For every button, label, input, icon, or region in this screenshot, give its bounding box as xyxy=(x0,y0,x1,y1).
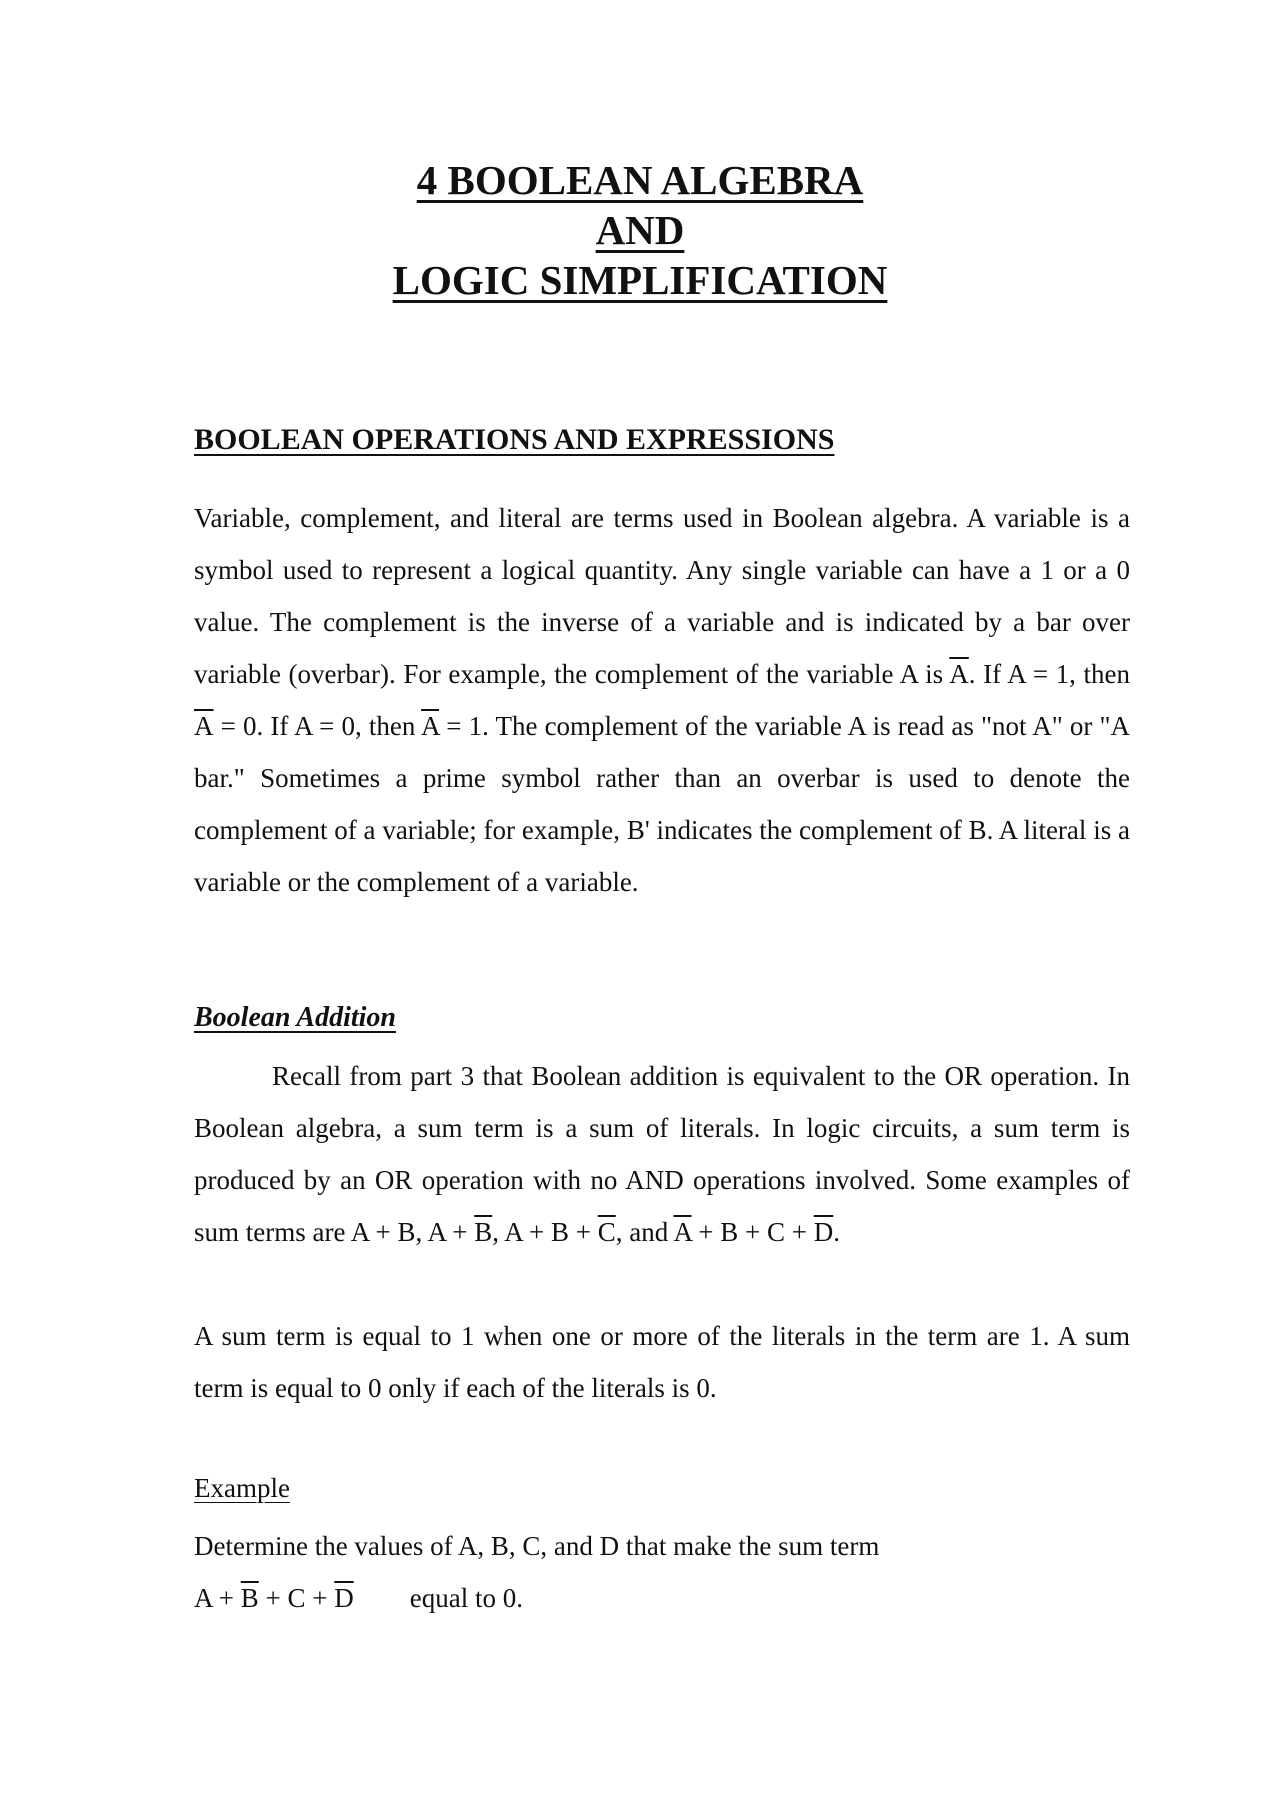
paragraph-sum-term-rule: A sum term is equal to 1 when one or more of the literals in the term are 1. A sum term is equal to 0 only if each of the literals is 0. xyxy=(194,1321,1130,1403)
overbar-variable: $\overline{A}$ xyxy=(949,659,969,689)
example-suffix: equal to 0. xyxy=(409,1583,523,1613)
chapter-title-line-1: 4 BOOLEAN ALGEBRA xyxy=(416,157,864,203)
paragraph-text: = 1. The complement of the variable A is read as "not A" or "A bar." Sometimes a prime symbol rather than an overbar is used to denote the complement of a variable; for example, B' indicates the complement of B. A literal is a variable or the complement of a variable. xyxy=(194,711,1130,897)
example-heading: Example xyxy=(194,1473,290,1503)
paragraph-boolean-addition xyxy=(194,1050,1130,1258)
paragraph-text: Variable, complement, and literal are terms used in Boolean algebra. A variable is a symbol used to represent a logical quantity. Any single variable can have a 1 or a 0 value. The complement is the inverse of a variable and is indicated by a bar over variable (overbar). For example, the complement of the variable A is xyxy=(194,503,1130,689)
paragraph-text: + B + C + xyxy=(691,1217,814,1247)
subsection-heading: Boolean Addition xyxy=(194,1002,397,1033)
overbar-variable: $\overline{A}$ xyxy=(673,1217,692,1247)
paragraph-text: , and xyxy=(615,1217,674,1247)
section-heading: BOOLEAN OPERATIONS AND EXPRESSIONS xyxy=(194,423,835,456)
paragraph-text: . xyxy=(833,1217,840,1247)
overbar-variable: $\overline{A}$ xyxy=(421,711,440,741)
example-expression-line xyxy=(194,1572,1130,1624)
paragraph-terms xyxy=(194,492,1130,908)
paragraph-text: Recall from part 3 that Boolean addition is equivalent to the OR operation. In Boolean algebra, a sum term is a sum of literals. In logic circuits, a sum term is produced by an OR operation with no AND operations involved. Some examples of sum terms are A + B, A + xyxy=(194,1061,1130,1247)
expression-text: A + xyxy=(194,1583,241,1613)
overbar-variable: $\overline{A}$ xyxy=(194,711,214,741)
overbar-variable: $\overline{B}$ xyxy=(474,1217,493,1247)
overbar-variable: $\overline{C}$ xyxy=(597,1217,616,1247)
example-expression xyxy=(194,1572,354,1624)
paragraph-text: , A + B + xyxy=(492,1217,598,1247)
chapter-title-line-3: LOGIC SIMPLIFICATION xyxy=(392,257,888,303)
chapter-title xyxy=(0,155,1280,305)
expression-text: + C + xyxy=(258,1583,335,1613)
overbar-variable: $\overline{D}$ xyxy=(334,1583,354,1613)
example-body xyxy=(194,1520,1130,1624)
overbar-variable: $\overline{D}$ xyxy=(813,1217,834,1247)
paragraph-text: = 0. If A = 0, then xyxy=(213,711,422,741)
paragraph-text: . If A = 1, then xyxy=(968,659,1130,689)
example-prompt: Determine the values of A, B, C, and D that make the sum term xyxy=(194,1531,880,1561)
overbar-variable: $\overline{B}$ xyxy=(240,1583,259,1613)
chapter-title-line-2: AND xyxy=(595,207,685,253)
